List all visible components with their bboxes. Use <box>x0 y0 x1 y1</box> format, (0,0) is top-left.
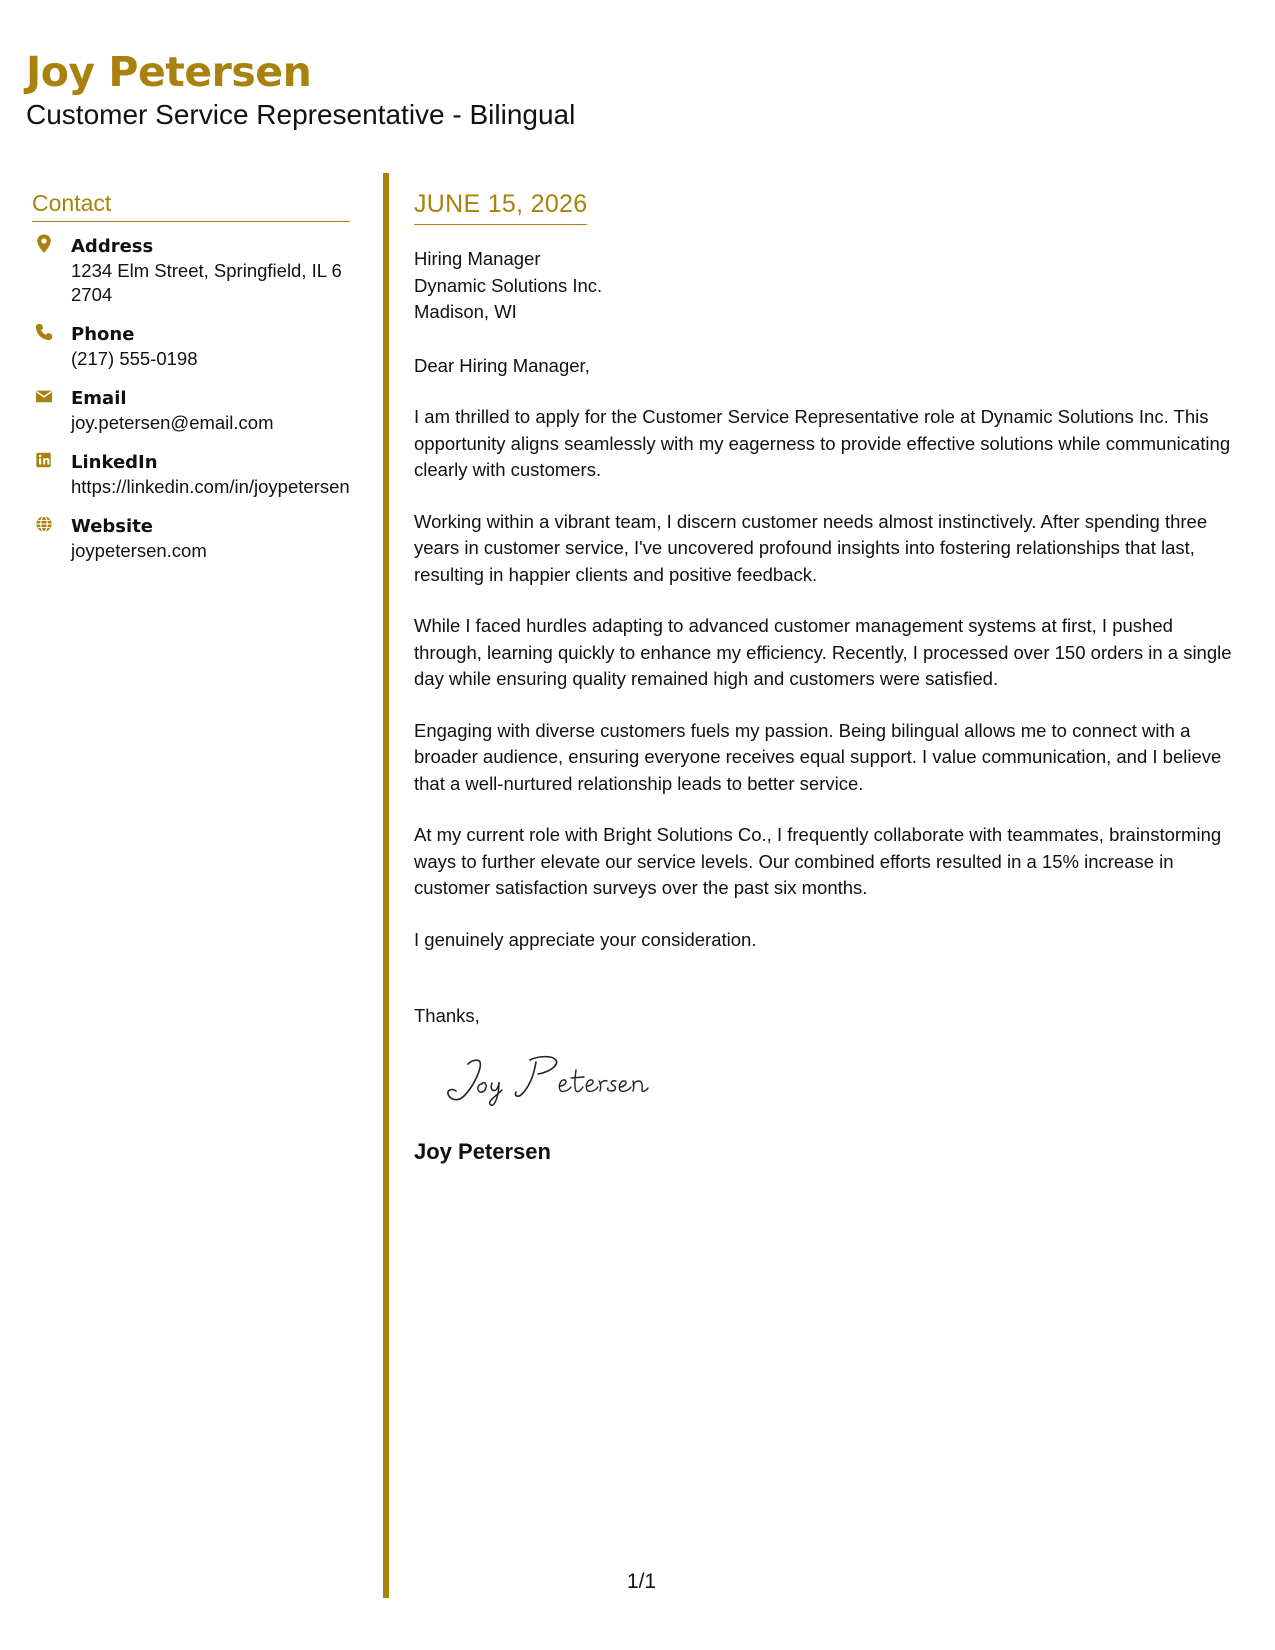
contact-label: Address <box>71 236 154 257</box>
column-divider <box>383 173 389 1598</box>
contact-value: joy.petersen@email.com <box>71 412 274 433</box>
letter-paragraph: Working within a vibrant team, I discern customer needs almost instinctively. After spending three years in customer service, I've uncovered profound insights into fostering relationships that last, resulting in happier clients and positive feedback. <box>414 510 1208 585</box>
letter-paragraph: I genuinely appreciate your consideration. <box>414 928 757 950</box>
contact-linkedin <box>32 450 350 499</box>
contact-heading: Contact <box>32 188 350 222</box>
letter-paragraph: I am thrilled to apply for the Customer Service Representative role at Dynamic Solutions Inc. This opportunity aligns seamlessly with my eagerness to provide effective solutions while communicating clearly with customers. <box>414 406 1231 480</box>
contact-value: (217) 555-0198 <box>71 348 198 369</box>
contact-value: 1234 Elm Street, Springfield, IL 62704 <box>71 260 342 305</box>
letter-paragraph: While I faced hurdles adapting to advanced customer management systems at first, I pushed through, learning quickly to enhance my efficiency. Recently, I processed over 150 orders in a single day while ensuring quality remained high and customers were satisfied. <box>414 615 1232 689</box>
letter-paragraph: Engaging with diverse customers fuels my passion. Being bilingual allows me to connect with a broader audience, ensuring everyone receives equal support. I value communication, and I believe that a well-nurtured relationship leads to better service. <box>414 719 1222 794</box>
recipient-company: Dynamic Solutions Inc. <box>414 274 603 296</box>
contact-label: Phone <box>71 324 135 345</box>
contact-label: LinkedIn <box>71 452 158 473</box>
contact-label: Website <box>71 516 154 537</box>
handwritten-signature <box>438 1050 658 1108</box>
envelope-icon <box>35 386 53 406</box>
contact-email <box>32 386 350 435</box>
phone-icon <box>35 322 53 342</box>
recipient-location: Madison, WI <box>414 301 517 322</box>
recipient-title: Hiring Manager <box>414 248 541 269</box>
contact-website <box>32 514 350 563</box>
contact-sidebar <box>32 188 350 578</box>
contact-phone <box>32 322 350 371</box>
letter-body <box>414 188 1244 1167</box>
globe-icon <box>35 514 53 534</box>
contact-label: Email <box>71 388 127 409</box>
contact-list <box>32 234 350 563</box>
letter-paragraph: At my current role with Bright Solutions Co., I frequently collaborate with teammates, brainstorming ways to further elevate our service levels. Our combined efforts resulted in a 15% increase in customer satisfaction surveys over the past six months. <box>414 824 1222 898</box>
page-number: 1/1 <box>626 1570 657 1593</box>
job-title: Customer Service Representative - Bilingual <box>26 99 576 130</box>
signature-name: Joy Petersen <box>414 1138 551 1164</box>
contact-value: https://linkedin.com/in/joypetersen <box>71 476 350 497</box>
salutation: Dear Hiring Manager, <box>414 354 590 376</box>
contact-address <box>32 234 350 307</box>
linkedin-icon <box>35 450 53 470</box>
closing: Thanks, <box>414 1005 480 1026</box>
contact-value: joypetersen.com <box>71 540 207 561</box>
applicant-name: Joy Petersen <box>26 48 312 96</box>
date-block <box>414 188 587 225</box>
letter-date: JUNE 15, 2026 <box>414 190 588 218</box>
header <box>26 46 575 132</box>
map-pin-icon <box>35 234 53 254</box>
recipient-block <box>414 246 1244 326</box>
